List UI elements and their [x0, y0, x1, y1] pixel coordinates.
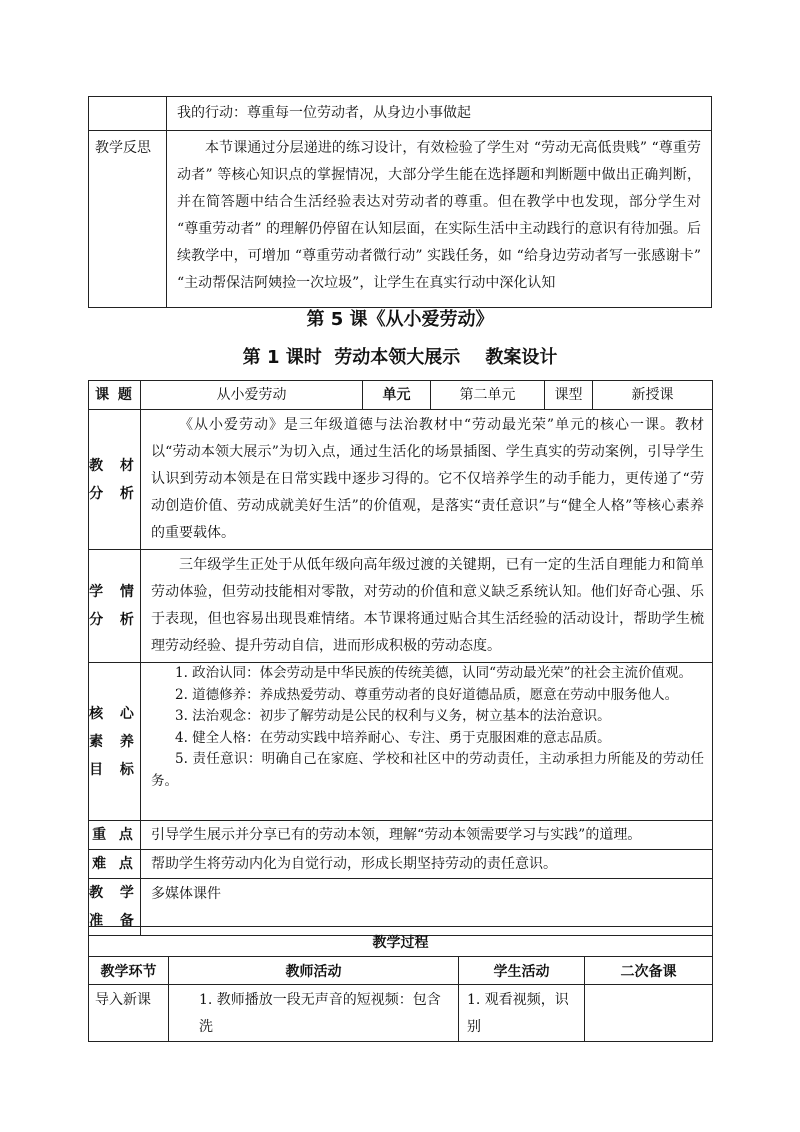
goals-list [141, 663, 713, 821]
student-label [89, 550, 141, 663]
process-table [88, 926, 713, 1042]
reflection-label: 教学反思 [89, 131, 167, 308]
header-teacher: 教师活动 [169, 957, 459, 985]
key-label: 重 点 [89, 821, 141, 850]
material-label [89, 410, 141, 550]
prep-label-line1: 教 学 [89, 885, 140, 901]
goals-label-line2: 素 养 [89, 733, 140, 750]
reflection-table [88, 96, 712, 308]
goal-item: 5. 责任意识：明确自己在家庭、学校和社区中的劳动责任，主动承担力所能及的劳动任务。 [151, 751, 704, 789]
student-text: 三年级学生正处于从低年级向高年级过渡的关键期，已有一定的生活自理能力和简单劳动体验，但劳动技能相对零散，对劳动的价值和意义缺乏系统认知。他们好奇心强、乐于表现，但也容易出现畏难情绪。本节课将通过贴合其生活经验的活动设计，帮助学生梳理劳动经验、提升劳动自信，进而形成积极的劳动态度。 [141, 550, 713, 663]
goals-label-line3: 目 标 [89, 761, 140, 778]
student-label-line1: 学 情 [89, 584, 140, 600]
plan-table [88, 380, 713, 936]
goals-label [89, 663, 141, 821]
header-stage: 教学环节 [89, 957, 169, 985]
process-title: 教学过程 [89, 927, 713, 957]
empty-label-cell [89, 97, 167, 131]
reflection-text: 本节课通过分层递进的练习设计，有效检验了学生对 “劳动无高低贵贱” “尊重劳动者” 等核心知识点的掌握情况，大部分学生能在选择题和判断题中做出正确判断，并在简答题中结合生活经验表达对劳动者的尊重。但在教学中也发现，部分学生对 “尊重劳动者” 的理解仍停留在认知层面，在实际生活中主动践行的意识有待加强。后续教学中，可增加 “尊重劳动者微行动” 实践任务，如 “给身边劳动者写一张感谢卡” “主动帮保洁阿姨捡一次垃圾”，让学生在真实行动中深化认知 [167, 131, 712, 308]
student-cell: 1. 观看视频，识别 [459, 985, 585, 1042]
key-text: 引导学生展示并分享已有的劳动本领，理解“劳动本领需要学习与实践”的道理。 [141, 821, 713, 850]
header-note: 二次备课 [585, 957, 713, 985]
action-text: 我的行动：尊重每一位劳动者，从身边小事做起 [167, 97, 712, 131]
difficulty-label: 难 点 [89, 850, 141, 879]
lesson-title: 第 5 课《从小爱劳动》 [306, 309, 494, 330]
type-value: 新授课 [593, 381, 713, 410]
material-label-line1: 教 材 [89, 457, 140, 474]
unit-value: 第二单元 [431, 381, 545, 410]
prep-text: 多媒体课件 [141, 879, 713, 936]
header-student: 学生活动 [459, 957, 585, 985]
difficulty-text: 帮助学生将劳动内化为自觉行动，形成长期坚持劳动的责任意识。 [141, 850, 713, 879]
goal-item: 1. 政治认同：体会劳动是中华民族的传统美德，认同“劳动最光荣”的社会主流价值观。 [175, 665, 692, 681]
teacher-cell: 1. 教师播放一段无声音的短视频：包含洗 [169, 985, 459, 1042]
material-label-line2: 分 析 [89, 485, 140, 502]
unit-label: 单元 [363, 381, 431, 410]
student-label-line2: 分 析 [89, 612, 140, 628]
goal-item: 3. 法治观念：初步了解劳动是公民的权利与义务，树立基本的法治意识。 [175, 708, 611, 724]
period-title: 第 1 课时 劳动本领大展示 教案设计 [242, 347, 558, 368]
material-text: 《从小爱劳动》是三年级道德与法治教材中“劳动最光荣”单元的核心一课。教材以“劳动本领大展示”为切入点，通过生活化的场景插图、学生真实的劳动案例，引导学生认识到劳动本领是在日常实践中逐步习得的。它不仅培养学生的动手能力，更传递了“劳动创造价值、劳动成就美好生活”的价值观，是落实“责任意识”与“健全人格”等核心素养的重要载体。 [141, 410, 713, 550]
note-cell [585, 985, 713, 1042]
goal-item: 4. 健全人格：在劳动实践中培养耐心、专注、勇于克服困难的意志品质。 [175, 729, 611, 746]
prep-label-line2: 准 备 [89, 913, 140, 929]
stage-cell: 导入新课 [89, 985, 169, 1042]
topic-value: 从小爱劳动 [141, 381, 363, 410]
goals-label-line1: 核 心 [89, 705, 140, 722]
type-label: 课型 [545, 381, 593, 410]
goal-item: 2. 道德修养：养成热爱劳动、尊重劳动者的良好道德品质，愿意在劳动中服务他人。 [175, 686, 679, 703]
topic-label: 课 题 [89, 381, 141, 410]
